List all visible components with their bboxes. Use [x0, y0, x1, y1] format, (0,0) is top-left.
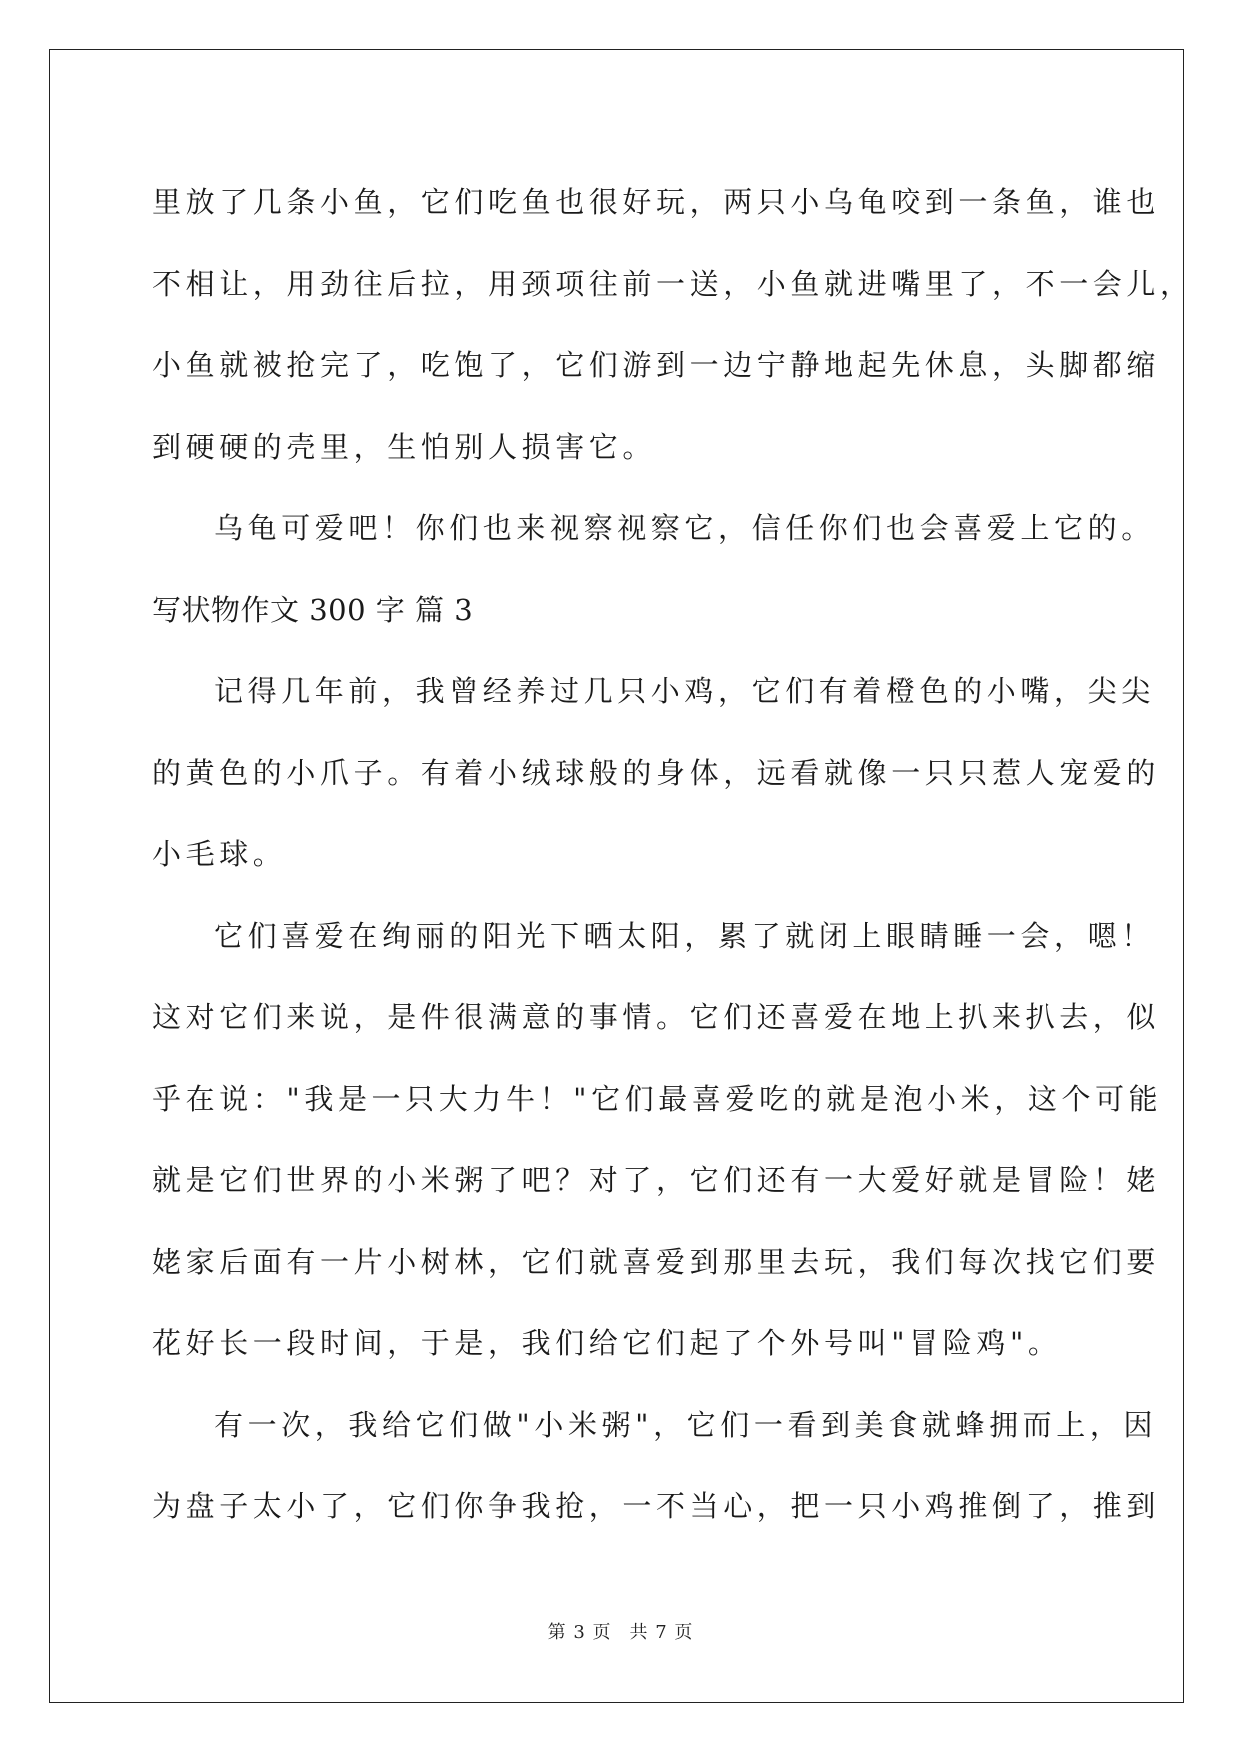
text-line: 小鱼就被抢完了，吃饱了，它们游到一边宁静地起先休息，头脚都缩: [152, 348, 1161, 382]
text-line: 的黄色的小爪子。有着小绒球般的身体，远看就像一只只惹人宠爱的: [152, 755, 1161, 790]
text-line: 花好长一段时间，于是，我们给它们起了个外号叫"冒险鸡"。: [152, 1326, 1062, 1360]
text-line: 里放了几条小鱼，它们吃鱼也很好玩，两只小乌龟咬到一条鱼，谁也: [152, 185, 1161, 219]
page-footer: [0, 1618, 1241, 1644]
paragraph-start-line: 有一次，我给它们做"小米粥"，它们一看到美食就蜂拥而上，因: [214, 1407, 1158, 1442]
text-line: 小毛球。: [152, 837, 287, 871]
total-page-count: 共 7 页: [629, 1622, 694, 1643]
text-line: 这对它们来说，是件很满意的事情。它们还喜爱在地上扒来扒去，似: [152, 1000, 1161, 1034]
text-line: 姥家后面有一片小树林，它们就喜爱到那里去玩，我们每次找它们要: [152, 1244, 1161, 1279]
document-body: [152, 162, 1194, 1548]
paragraph-start-line: 乌龟可爱吧！你们也来视察视察它，信任你们也会喜爱上它的。: [214, 511, 1155, 545]
paragraph-start-line: 它们喜爱在绚丽的阳光下晒太阳，累了就闭上眼睛睡一会，嗯！: [214, 918, 1155, 953]
section-heading: 写状物作文 300 字 篇 3: [152, 592, 474, 627]
current-page-number: 第 3 页: [547, 1622, 612, 1643]
text-line: 就是它们世界的小米粥了吧？对了，它们还有一大爱好就是冒险！姥: [152, 1163, 1161, 1197]
text-line: 不相让，用劲往后拉，用颈项往前一送，小鱼就进嘴里了，不一会儿，: [152, 266, 1194, 301]
text-line: 到硬硬的壳里，生怕别人损害它。: [152, 429, 657, 464]
paragraph-start-line: 记得几年前，我曾经养过几只小鸡，它们有着橙色的小嘴，尖尖: [214, 674, 1155, 708]
text-line: 为盘子太小了，它们你争我抢，一不当心，把一只小鸡推倒了，推到: [152, 1489, 1161, 1523]
text-line: 乎在说："我是一只大力牛！"它们最喜爱吃的就是泡小米，这个可能: [152, 1081, 1163, 1116]
